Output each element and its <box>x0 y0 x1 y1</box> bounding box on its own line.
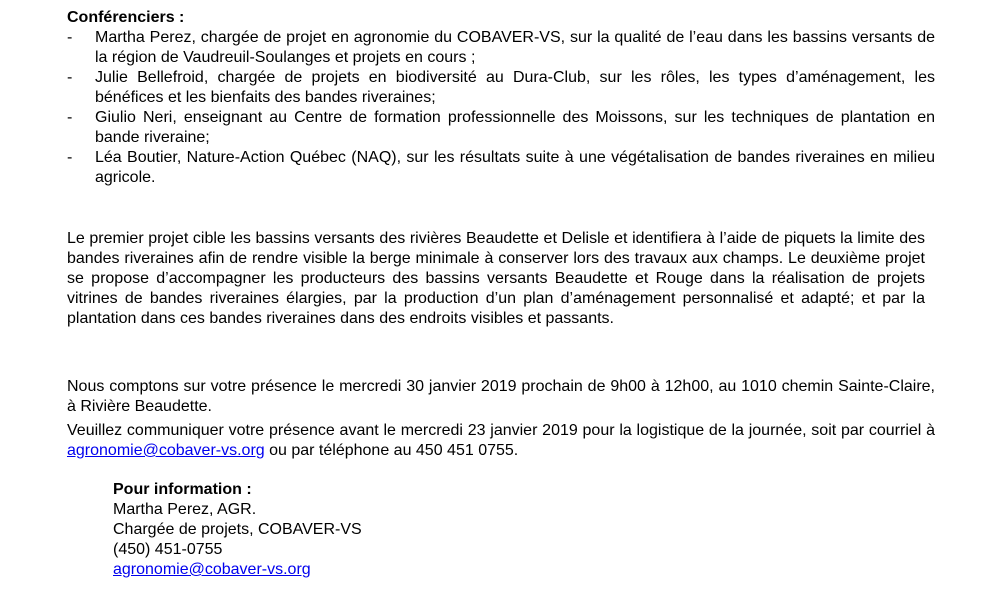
contact-label: Pour information : <box>113 481 252 498</box>
contact-title: Chargée de projets, COBAVER-VS <box>113 521 362 538</box>
contact-block <box>113 480 513 580</box>
speaker-item <box>67 28 935 68</box>
bullet-dash: - <box>67 109 73 126</box>
rsvp-text-after: ou par téléphone au 450 451 0755. <box>264 442 519 459</box>
bullet-dash: - <box>67 29 73 46</box>
speakers-heading: Conférenciers : <box>67 9 185 26</box>
contact-email-link[interactable]: agronomie@cobaver-vs.org <box>113 561 311 578</box>
bullet-dash: - <box>67 149 73 166</box>
rsvp-email-link[interactable]: agronomie@cobaver-vs.org <box>67 442 265 459</box>
speaker-item <box>67 148 935 188</box>
speaker-text: Martha Perez, chargée de projet en agronomie du COBAVER-VS, sur la qualité de l’eau dans les bassins versants de la région de Vaudreuil-Soulanges et projets en cours ; <box>95 29 935 66</box>
speaker-item <box>67 68 935 108</box>
rsvp-paragraph <box>67 421 935 461</box>
bullet-dash: - <box>67 69 73 86</box>
event-paragraph: Nous comptons sur votre présence le mercredi 30 janvier 2019 prochain de 9h00 à 12h00, au 1010 chemin Sainte-Claire, à Rivière Beaudette. <box>67 378 935 415</box>
speaker-text: Julie Bellefroid, chargée de projets en biodiversité au Dura-Club, sur les rôles, les types d’aménagement, les bénéfices et les bienfaits des bandes riveraines; <box>95 69 935 106</box>
rsvp-text-before: Veuillez communiquer votre présence avant le mercredi 23 janvier 2019 pour la logistique de la journée, soit par courriel à <box>67 422 935 439</box>
speakers-list <box>67 28 935 188</box>
contact-phone: (450) 451-0755 <box>113 541 223 558</box>
speaker-item <box>67 108 935 148</box>
contact-name: Martha Perez, AGR. <box>113 501 257 518</box>
speaker-text: Giulio Neri, enseignant au Centre de formation professionnelle des Moissons, sur les techniques de plantation en bande riveraine; <box>95 109 935 146</box>
projects-paragraph: Le premier projet cible les bassins versants des rivières Beaudette et Delisle et identifiera à l’aide de piquets la limite des bandes riveraines afin de rendre visible la berge minimale à conserver lors des travaux aux champs. Le deuxième projet se propose d’accompagner les producteurs des bassins versants Beaudette et Rouge dans la réalisation de projets vitrines de bandes riveraines élargies, par la production d’un plan d’aménagement personnalisé et adapté; et par la plantation dans ces bandes riveraines dans des endroits visibles et passants. <box>67 230 925 327</box>
speaker-text: Léa Boutier, Nature-Action Québec (NAQ), sur les résultats suite à une végétalisation de bandes riveraines en milieu agricole. <box>95 149 935 186</box>
